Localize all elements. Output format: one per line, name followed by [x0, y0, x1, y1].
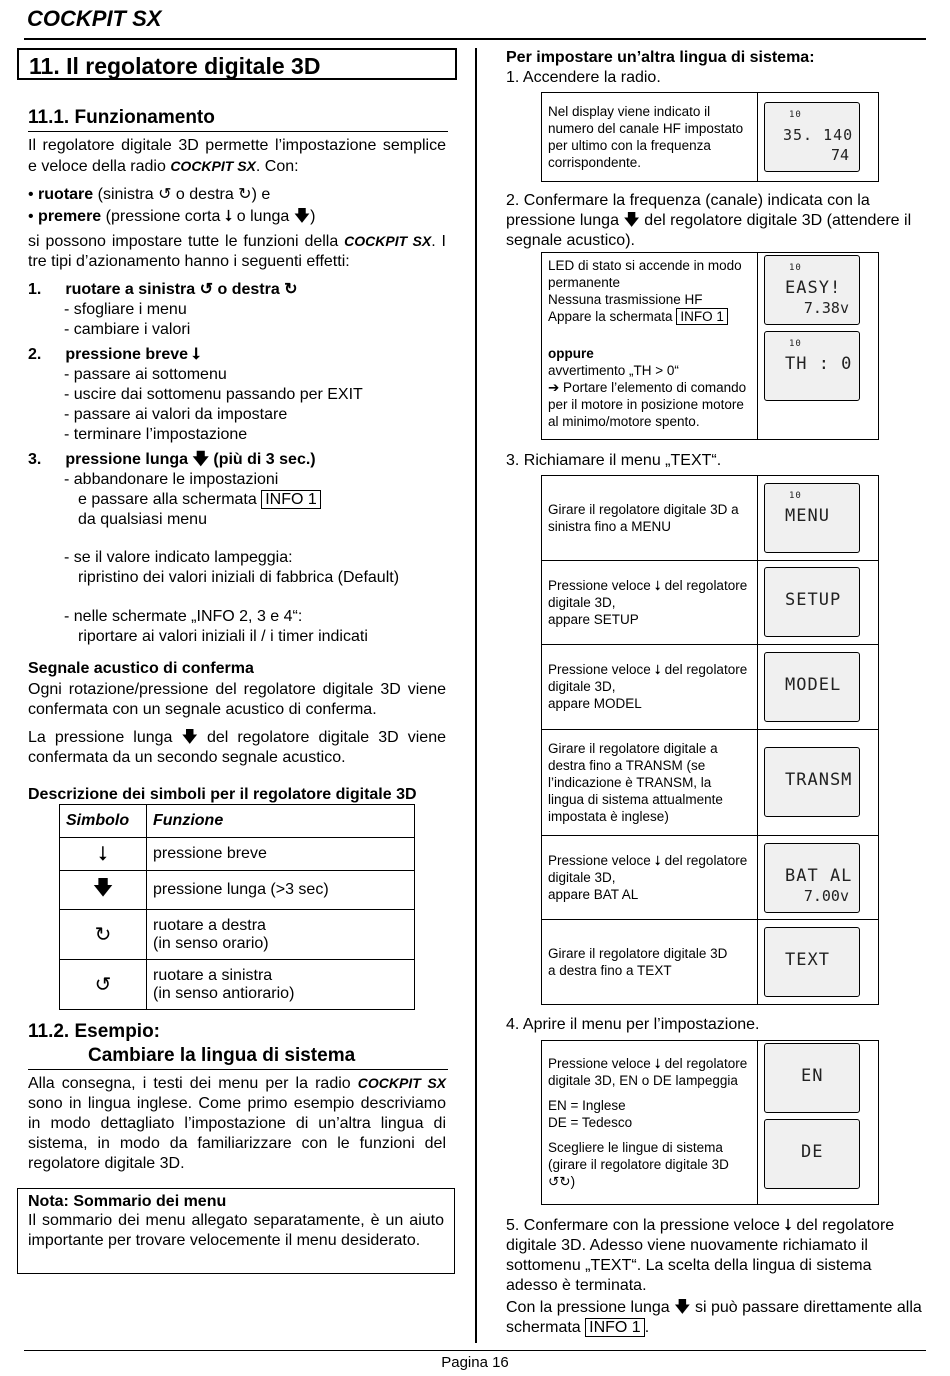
page-number: Pagina 16: [441, 1354, 509, 1371]
lcd-cell: [758, 1041, 879, 1205]
effect-3-line: - se il valore indicato lampeggia:: [64, 549, 293, 566]
lcd-main-text: EN: [801, 1066, 824, 1086]
beep-paragraph-2: La pressione lunga 🡇 del regolatore digitale 3D viene confermata da un secondo segnale acustico.: [28, 729, 446, 766]
step-5: 5. Confermare con la pressione veloce ⭣ del regolatore digitale 3D. Adesso viene nuovamente richiamato il sottomenu „TEXT“. La scelta della lingua di sistema adesso è terminata.: [506, 1217, 895, 1294]
final-text-end: .: [644, 1319, 650, 1336]
lcd-sub-text: 74: [830, 146, 849, 164]
table-row: [60, 871, 415, 910]
lcd-display: [764, 1119, 860, 1189]
step-2: 2. Confermare la frequenza (canale) indicata con la pressione lunga 🡇 del regolatore digitale 3D (attendere il segnale acustico).: [506, 192, 912, 249]
step-3-description: Girare il regolatore digitale 3D a destra fino a TEXT: [542, 920, 758, 1005]
bullet-rotate-bold: ruotare: [38, 186, 94, 203]
final-paragraph: [506, 1298, 926, 1338]
symbol-function: pressione breve: [147, 838, 415, 871]
brand-header: COCKPIT SX: [27, 6, 162, 31]
symbol-function: [147, 910, 415, 960]
step-4: 4. Aprire il menu per l’impostazione.: [506, 1016, 760, 1033]
effect-2-label: pressione breve ⭣: [65, 346, 201, 363]
step-2-description: [542, 253, 758, 440]
chapter-title: 11. Il regolatore digitale 3D: [17, 48, 457, 80]
table-row: [542, 560, 879, 645]
lcd-main-text: MENU: [785, 505, 830, 526]
table-row: [60, 960, 415, 1010]
symbol-function: [147, 960, 415, 1010]
lcd-display: [764, 1043, 860, 1113]
lcd-cell: [758, 93, 879, 182]
table-row: [542, 476, 879, 561]
example-paragraph: [28, 1073, 446, 1174]
brand-inline: COCKPIT SX: [357, 1075, 446, 1091]
column-divider: [475, 48, 477, 1343]
step-1: 1. Accendere la radio.: [506, 69, 661, 86]
footer-rule: [24, 1350, 926, 1351]
step-4-line: Pressione veloce ⭣ del regolatore digitale 3D, EN o DE lampeggia: [548, 1056, 748, 1088]
bullet-list: [28, 184, 316, 228]
step-4-line: (girare il regolatore digitale 3D ↺↻): [548, 1157, 729, 1189]
info1-label: INFO 1: [676, 308, 728, 325]
step-2-text: Appare la schermata: [548, 309, 677, 324]
intro-paragraph: [28, 136, 446, 177]
table-row: [542, 1041, 879, 1205]
effect-2-line: - terminare l’impostazione: [64, 426, 248, 443]
table-row: [60, 838, 415, 871]
lcd-main-text: 35. 140: [783, 126, 854, 144]
table-row: [542, 920, 879, 1005]
note-title: Nota: Sommario dei menu: [28, 1193, 227, 1210]
section-title-esempio: 11.2. Esempio:: [28, 1021, 161, 1042]
beep-paragraph-1: Ogni rotazione/pressione del regolatore digitale 3D viene confermata con un segnale acustico di conferma.: [28, 681, 446, 718]
lcd-display: [764, 331, 860, 401]
effect-2-title: [28, 345, 446, 365]
effect-1-title: [28, 280, 446, 300]
section-rule: [28, 131, 448, 132]
effect-3-title: [28, 450, 446, 470]
lcd-cell: [758, 253, 879, 440]
lcd-display: [764, 483, 860, 553]
beep-title: Segnale acustico di conferma: [28, 660, 254, 677]
lcd-display: [764, 652, 860, 722]
effects-list: [28, 280, 446, 647]
info1-label: INFO 1: [261, 490, 321, 509]
table-row: [542, 253, 879, 440]
lcd-sub-text: 7.00v: [803, 886, 849, 905]
rotate-right-symbol: ↻: [60, 910, 147, 960]
intro-text-end: . Con:: [255, 158, 299, 175]
intro-text: Il regolatore digitale 3D permette l’impostazione semplice e veloce della radio: [28, 137, 446, 175]
lcd-main-text: DE: [801, 1142, 824, 1162]
intro2-text-end: . I tre tipi d’azionamento hanno i seguenti effetti:: [28, 233, 446, 270]
lcd-main-text: TRANSM: [785, 770, 853, 791]
step-4-line: DE = Tedesco: [548, 1115, 633, 1130]
step-2-warning-action: ➔ Portare l’elemento di comando per il motore in posizione motore al minimo/motore spento.: [548, 380, 747, 429]
step-2-line: Nessuna trasmissione HF: [548, 292, 703, 307]
bullet-rotate: • ruotare (sinistra ↺ o destra ↻) e: [28, 186, 271, 203]
lcd-cell: [758, 645, 879, 730]
table-row: [542, 835, 879, 920]
effect-3-label: pressione lunga 🡇 (più di 3 sec.): [65, 451, 316, 468]
lcd-display: [764, 255, 860, 325]
step-2-line: [548, 308, 751, 325]
function-line: (in senso antiorario): [153, 984, 295, 1002]
info1-label: INFO 1: [585, 1318, 645, 1337]
table-row: [542, 729, 879, 835]
step-3-description: Girare il regolatore digitale 3D a sinistra fino a MENU: [542, 476, 758, 561]
lcd-display: [764, 843, 860, 913]
function-line: ruotare a destra: [153, 916, 266, 934]
intro-paragraph-2: [28, 231, 446, 272]
step-4-table: [541, 1040, 879, 1205]
brand-inline: COCKPIT SX: [344, 233, 432, 249]
brand-inline: COCKPIT SX: [170, 158, 256, 174]
step-3-description: Pressione veloce ⭣ del regolatore digitale 3D, appare BAT AL: [542, 835, 758, 920]
lcd-cell: [758, 729, 879, 835]
lcd-cell: [758, 476, 879, 561]
lcd-main-text: TEXT: [785, 950, 830, 971]
effect-3-text: e passare alla schermata: [78, 491, 262, 508]
step-3-table: [541, 475, 879, 1005]
right-title: Per impostare un’altra lingua di sistema:: [506, 49, 815, 66]
effect-3-line: - abbandonare le impostazioni: [64, 471, 279, 488]
effect-3-line: [28, 490, 446, 510]
lcd-main-text: MODEL: [785, 674, 842, 695]
lcd-top-indicator: 10: [789, 263, 802, 273]
effect-3-line: riportare ai valori iniziali il / i timer indicati: [78, 628, 368, 645]
lcd-main-text: TH : 0: [785, 354, 853, 374]
lcd-sub-text: 7.38v: [803, 299, 849, 317]
effect-1-num: 1.: [28, 281, 42, 298]
lcd-display: [764, 747, 860, 817]
step-4-description: [542, 1041, 758, 1205]
function-line: (in senso orario): [153, 934, 269, 952]
table-row: [60, 910, 415, 960]
effect-3-line: ripristino dei valori iniziali di fabbrica (Default): [78, 569, 400, 586]
lcd-main-text: EASY!: [785, 278, 842, 298]
lcd-cell: [758, 560, 879, 645]
lcd-main-text: BAT AL: [785, 865, 853, 886]
step-2-line: LED di stato si accende in modo permanente: [548, 258, 742, 290]
section-title-funzionamento: 11.1. Funzionamento: [28, 107, 215, 128]
column-header: Simbolo: [60, 805, 147, 838]
lcd-display: [764, 102, 860, 172]
column-header: Funzione: [147, 805, 415, 838]
rotate-left-symbol: ↺: [60, 960, 147, 1010]
table-row: [542, 645, 879, 730]
symbols-title: Descrizione dei simboli per il regolatore digitale 3D: [28, 786, 417, 803]
step-2-warning: avvertimento „TH > 0“: [548, 363, 679, 378]
long-press-symbol: 🡇: [60, 871, 147, 910]
effect-3-num: 3.: [28, 451, 42, 468]
bullet-press: • premere (pressione corta ⭣ o lunga 🡇): [28, 208, 316, 225]
step-3-description: Pressione veloce ⭣ del regolatore digitale 3D, appare SETUP: [542, 560, 758, 645]
table-header-row: [60, 805, 415, 838]
function-line: ruotare a sinistra: [153, 966, 273, 984]
section-subtitle-esempio: Cambiare la lingua di sistema: [88, 1045, 356, 1066]
short-press-symbol: ⭣: [60, 838, 147, 871]
effect-2-line: - passare ai valori da impostare: [64, 406, 288, 423]
step-2-oppure: oppure: [548, 346, 594, 361]
bullet-press-bold: premere: [38, 208, 102, 225]
step-3-description: Pressione veloce ⭣ del regolatore digitale 3D, appare MODEL: [542, 645, 758, 730]
section-rule: [28, 1069, 448, 1070]
lcd-top-indicator: 10: [789, 110, 802, 120]
example-text: Alla consegna, i testi dei menu per la radio: [28, 1075, 358, 1092]
step-1-description: Nel display viene indicato il numero del canale HF impostato per ultimo con la frequenza corrispondente.: [542, 93, 758, 182]
final-text: Con la pressione lunga 🡇 si può passare direttamente alla schermata: [506, 1299, 922, 1336]
bullet-press-text: (pressione corta ⭣ o lunga 🡇): [101, 208, 316, 225]
symbol-function: pressione lunga (>3 sec): [147, 871, 415, 910]
lcd-display: [764, 567, 860, 637]
lcd-main-text: SETUP: [785, 590, 842, 611]
header-rule: [24, 38, 926, 40]
lcd-cell: [758, 835, 879, 920]
step-3-description: Girare il regolatore digitale a destra fino a TRANSM (se l’indicazione è TRANSM, la lingua di sistema attualmente impostata è inglese): [542, 729, 758, 835]
intro2-text: si possono impostare tutte le funzioni della: [28, 233, 345, 250]
effect-2-line: - passare ai sottomenu: [64, 366, 227, 383]
effect-3-line: da qualsiasi menu: [78, 511, 207, 528]
step-2-table: [541, 252, 879, 440]
effect-1-line: - cambiare i valori: [64, 321, 191, 338]
effect-1-label: ruotare a sinistra ↺ o destra ↻: [65, 281, 298, 298]
effect-1-line: - sfogliare i menu: [64, 301, 187, 318]
effect-2-num: 2.: [28, 346, 42, 363]
lcd-cell: [758, 920, 879, 1005]
effect-3-line: - nelle schermate „INFO 2, 3 e 4“:: [64, 608, 303, 625]
step-4-line: Scegliere le lingue di sistema: [548, 1140, 723, 1155]
table-row: [542, 93, 879, 182]
bullet-rotate-text: (sinistra ↺ o destra ↻) e: [93, 186, 271, 203]
step-1-table: [541, 92, 879, 182]
step-4-line: EN = Inglese: [548, 1098, 626, 1113]
lcd-top-indicator: 10: [789, 339, 802, 349]
effect-2-line: - uscire dai sottomenu passando per EXIT: [64, 386, 363, 403]
lcd-top-indicator: 10: [789, 490, 802, 501]
symbols-table: [59, 804, 415, 1010]
note-box: [17, 1188, 455, 1274]
example-text-end: sono in lingua inglese. Come primo esempio descriviamo in modo dettagliato l’impostazione di un’altra lingua di sistema, in modo da familiarizzare con le funzioni del regolatore digitale 3D.: [28, 1095, 446, 1172]
step-3: 3. Richiamare il menu „TEXT“.: [506, 452, 722, 469]
lcd-display: [764, 927, 860, 997]
note-text: Il sommario dei menu allegato separatamente, è un aiuto importante per trovare velocemente il menu desiderato.: [28, 1212, 444, 1249]
